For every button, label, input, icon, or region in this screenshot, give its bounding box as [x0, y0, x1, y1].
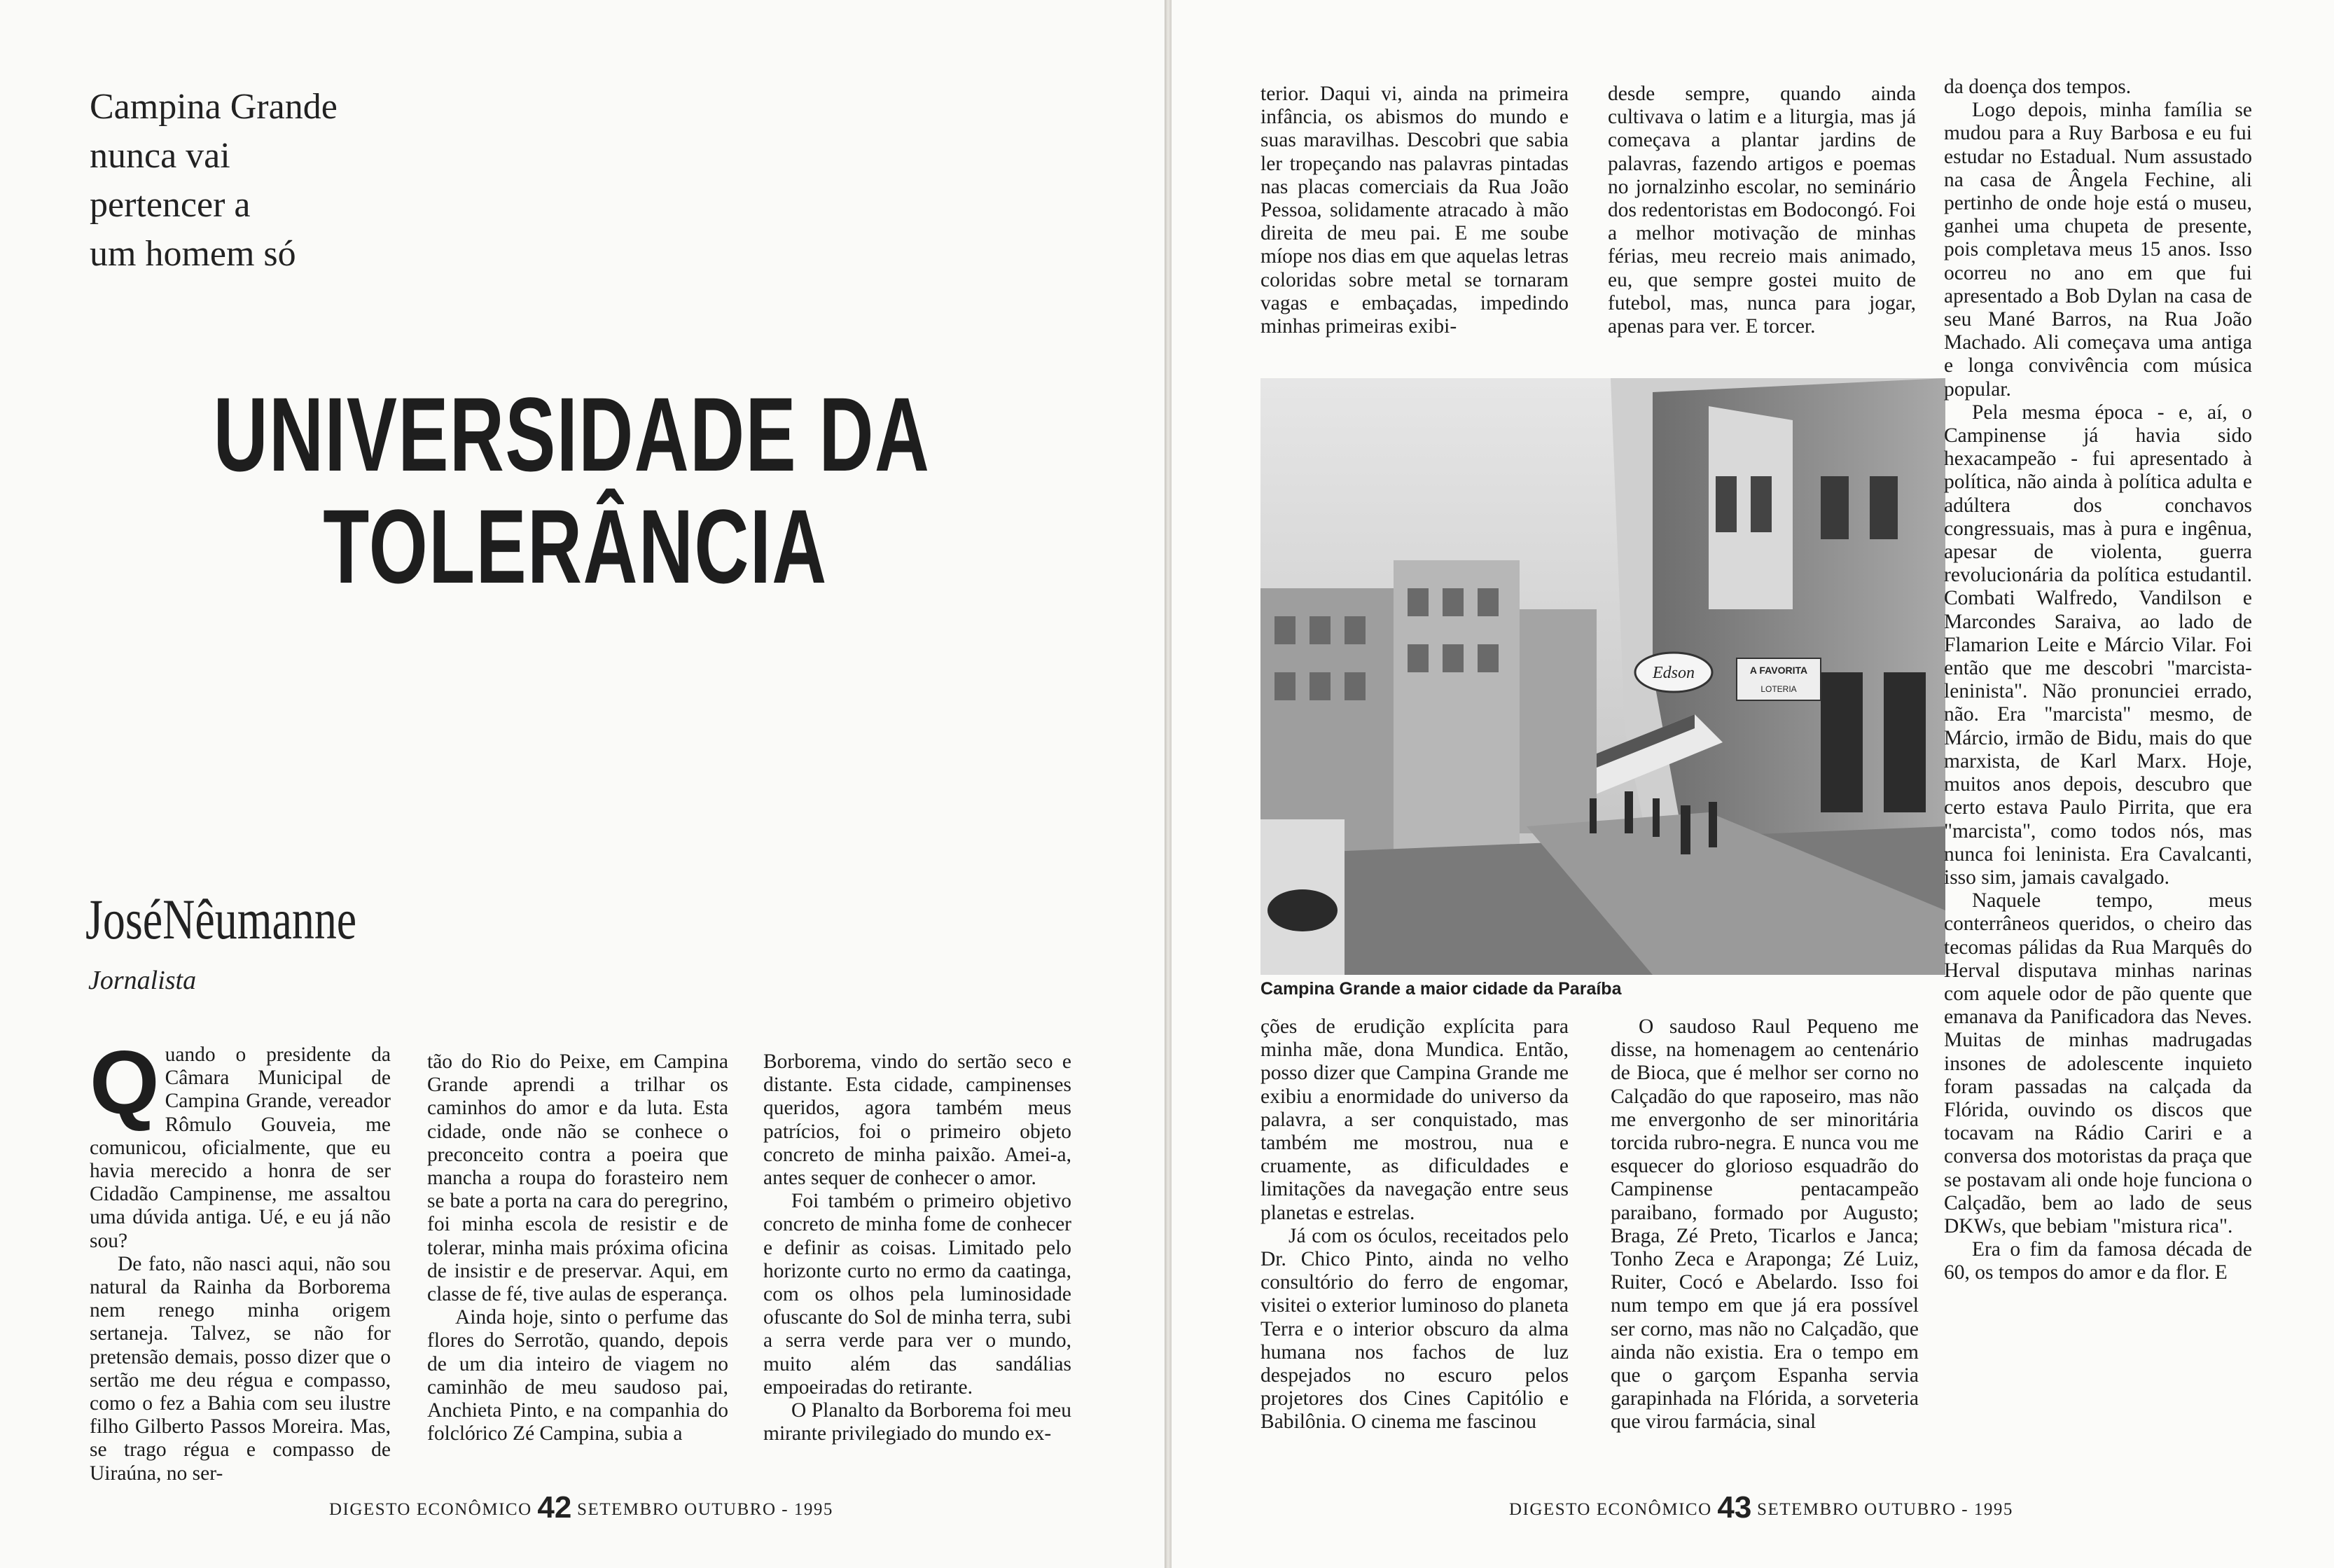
article-column-3	[763, 1050, 1071, 1445]
article-column-5	[1608, 83, 1916, 338]
paragraph: Foi também o primeiro objetivo concreto de minha fome de conhecer e definir as coisas. Limitado pelo horizonte curto no ermo da caatinga, com os olhos pela luminosidade ofuscante do Sol de minha terra, subi a serra verde para ver o mundo, muito além das sandálias empoeiradas do retirante.	[763, 1190, 1071, 1399]
footer-date: SETEMBRO OUTUBRO - 1995	[1757, 1500, 2013, 1519]
headline-line: TOLERÂNCIA	[323, 487, 828, 605]
paragraph: Era o fim da famosa década de 60, os tempos do amor e da flor. E	[1944, 1238, 2252, 1284]
store-sign-text: LOTERIA	[1760, 684, 1797, 694]
page-gutter	[1165, 0, 1172, 1568]
store-sign	[1737, 658, 1821, 700]
article-column-2	[427, 1050, 728, 1445]
street-scene-illustration	[1260, 378, 1945, 975]
article-column-4	[1260, 83, 1569, 338]
headline-line: UNIVERSIDADE DA	[213, 375, 931, 493]
paragraph: ções de erudição explícita para minha mãe, dona Mundica. Então, posso dizer que Campina Grande me exibiu a enormidade do universo da palavra, a ser conquistado, mas também me mostrou, nua e cruamente, as dificuldades e limitações da navegação entre seus planetas e estrelas.	[1260, 1015, 1569, 1224]
page-number: 42	[537, 1490, 572, 1525]
paragraph: terior. Daqui vi, ainda na primeira infância, os abismos do mundo e suas maravilhas. Descobri que sabia ler tropeçando nas palavras pintadas nas placas comerciais da Rua João Pessoa, solidamente atracado à mão direita de meu pai. E me soube míope nos dias em que aquelas letras coloridas sobre metal se tornaram vagas e embaçadas, impedindo minhas primeiras exibi-	[1260, 83, 1569, 338]
page-footer	[1509, 1490, 2013, 1525]
paragraph: O Planalto da Borborema foi meu mirante privilegiado do mundo ex-	[763, 1399, 1071, 1445]
paragraph: O saudoso Raul Pequeno me disse, na homenagem ao centenário de Bioca, que é melhor ser corno no Calçadão do que raposeiro, mas não me envergonho de ser minoritária torcida rubro-negra. E nunca vou me esquecer do glorioso esquadrão do Campinense pentacampeão paraibano, formado por Augusto; Braga, Zé Preto, Ticarlos e Janca; Tonho Zeca e Araponga; Zé Luiz, Ruiter, Cocó e Abelardo. Isso foi num tempo em que já era possível ser corno, mas não no Calçadão, que ainda não existia. Era o tempo em que o garçom Espanha servia garapinhada na Flórida, a sorveteria que virou farmácia, sinal	[1611, 1015, 1919, 1434]
kicker-line: um homem só	[90, 234, 296, 274]
paragraph: uando o presidente da Câmara Municipal de Campina Grande, vereador Rômulo Gouveia, me comunicou, oficialmente, que eu havia merecido a honra de ser Cidadão Campinense, me assaltou uma dúvida antiga. Ué, e eu já não sou?	[90, 1043, 391, 1252]
paragraph: da doença dos tempos.	[1944, 76, 2132, 98]
article-column-8	[1611, 1015, 1919, 1434]
page-footer	[329, 1490, 833, 1525]
footer-date: SETEMBRO OUTUBRO - 1995	[577, 1500, 833, 1519]
footer-magazine: DIGESTO ECONÔMICO	[329, 1500, 532, 1519]
paragraph: Pela mesma época - e, aí, o Campinense já havia sido hexacampeão - fui apresentado à política, não ainda à política adulta e adúltera dos conchavos congressuais, mas à pura e ingênua, apesar de violenta, guerra revolucionária da política estudantil. Combati Walfredo, Vandilson e Marcondes Saraiva, ao lado de Flamarion Leite e Márcio Vilar. Foi então que me descobri "marcista-leninista". Não pronunciei errado, não. Era "marcista" mesmo, de Márcio, irmão de Bidu, mais do que marxista, de Karl Marx. Hoje, muitos anos depois, descubro que certo estava Paulo Pirrita, que era "marcista", como todos nós, mas nunca foi leninista. Era Cavalcanti, isso sim, jamais cavalgado.	[1944, 401, 2252, 889]
store-sign-text: A FAVORITA	[1749, 665, 1808, 676]
paragraph: Naquele tempo, meus conterrâneos queridos, o cheiro das tecomas pálidas da Rua Marquês do Herval disputava minhas narinas com aquele odor de pão quente que emanava da Panificadora das Neves. Muitas de minhas madrugadas insones de adolescente inquieto foram passadas na calçada da Flórida, ouvindo os discos que tocavam na Rádio Cariri e a conversa dos motoristas da praça que se postavam ali onde hoje funciona o Calçadão, bem ao lado de seus DKWs, que bebiam "mistura rica".	[1944, 889, 2252, 1237]
page-number: 43	[1717, 1490, 1752, 1525]
kicker	[90, 83, 454, 279]
paragraph: De fato, não nasci aqui, não sou natural da Rainha da Borborema nem renego minha origem sertaneja. Talvez, se não for pretensão demais, posso dizer que o sertão me deu régua e compasso, como o fez a Bahia com seu ilustre filho Gilberto Passos Moreira. Mas, se trago régua e compasso de Uiraúna, no ser-	[90, 1252, 391, 1485]
kicker-line: Campina Grande	[90, 87, 338, 127]
paragraph: tão do Rio do Peixe, em Campina Grande aprendi a trilhar os caminhos do amor e da luta. Esta cidade, onde não se conhece o preconceito contra a poeira que mancha a roupa do forasteiro nem se bate a porta na cara do peregrino, foi minha escola de resistir e de tolerar, minha mais próxima oficina de insistir e de preservar. Aqui, em classe de fé, tive aulas de esperança.	[427, 1050, 728, 1306]
photo-caption: Campina Grande a maior cidade da Paraíba	[1260, 979, 1622, 999]
article-column-6	[1944, 76, 2252, 1285]
shop-sign	[1635, 653, 1712, 692]
author-role: Jornalista	[88, 966, 197, 995]
footer-magazine: DIGESTO ECONÔMICO	[1509, 1500, 1712, 1519]
article-column-7	[1260, 1015, 1569, 1434]
paragraph: Borborema, vindo do sertão seco e distante. Esta cidade, campinenses queridos, agora também meus patrícios, foi o primeiro objeto concreto de minha paixão. Amei-a, antes sequer de conhecer o amor.	[763, 1050, 1071, 1190]
paragraph: Já com os óculos, receitados pelo Dr. Chico Pinto, ainda no velho consultório do ferro de engomar, visitei o exterior luminoso do planeta Terra e o interior obscuro da alma humana nos fachos de luz despejados no escuro pelos projetores dos Cines Capitólio e Babilônia. O cinema me fascinou	[1260, 1224, 1569, 1434]
author-name: JoséNêumanne	[85, 887, 357, 951]
kicker-line: pertencer a	[90, 185, 251, 225]
street-photo	[1260, 378, 1945, 975]
drop-cap: Q	[90, 1033, 160, 1133]
article-column-1	[90, 1033, 391, 1485]
shop-sign-text: Edson	[1653, 664, 1695, 682]
kicker-line: nunca vai	[90, 136, 230, 176]
paragraph: desde sempre, quando ainda cultivava o latim e a liturgia, mas já começava a plantar jardins de palavras, fazendo artigos e poemas no jornalzinho escolar, no seminário dos redentoristas em Bodocongó. Foi a melhor motivação de minhas férias, meu recreio mais animado, eu, que sempre gostei muito de futebol, mas, nunca para jogar, apenas para ver. E torcer.	[1608, 83, 1916, 338]
paragraph: Ainda hoje, sinto o perfume das flores do Serrotão, quando, depois de um dia inteiro de viagem no caminhão de meu saudoso pai, Anchieta Pinto, e na companhia do folclórico Zé Campina, subia a	[427, 1306, 728, 1445]
paragraph: Logo depois, minha família se mudou para a Ruy Barbosa e eu fui estudar no Estadual. Num assustado na casa de Ângela Fechine, ali pertinho de onde hoje está o museu, ganhei uma chupeta de presente, pois completava meus 15 anos. Isso ocorreu no ano em que fui apresentado a Bob Dylan na casa de seu Mané Barros, na Rua João Machado. Ali começava uma antiga e longa convivência com música popular.	[1944, 99, 2252, 401]
